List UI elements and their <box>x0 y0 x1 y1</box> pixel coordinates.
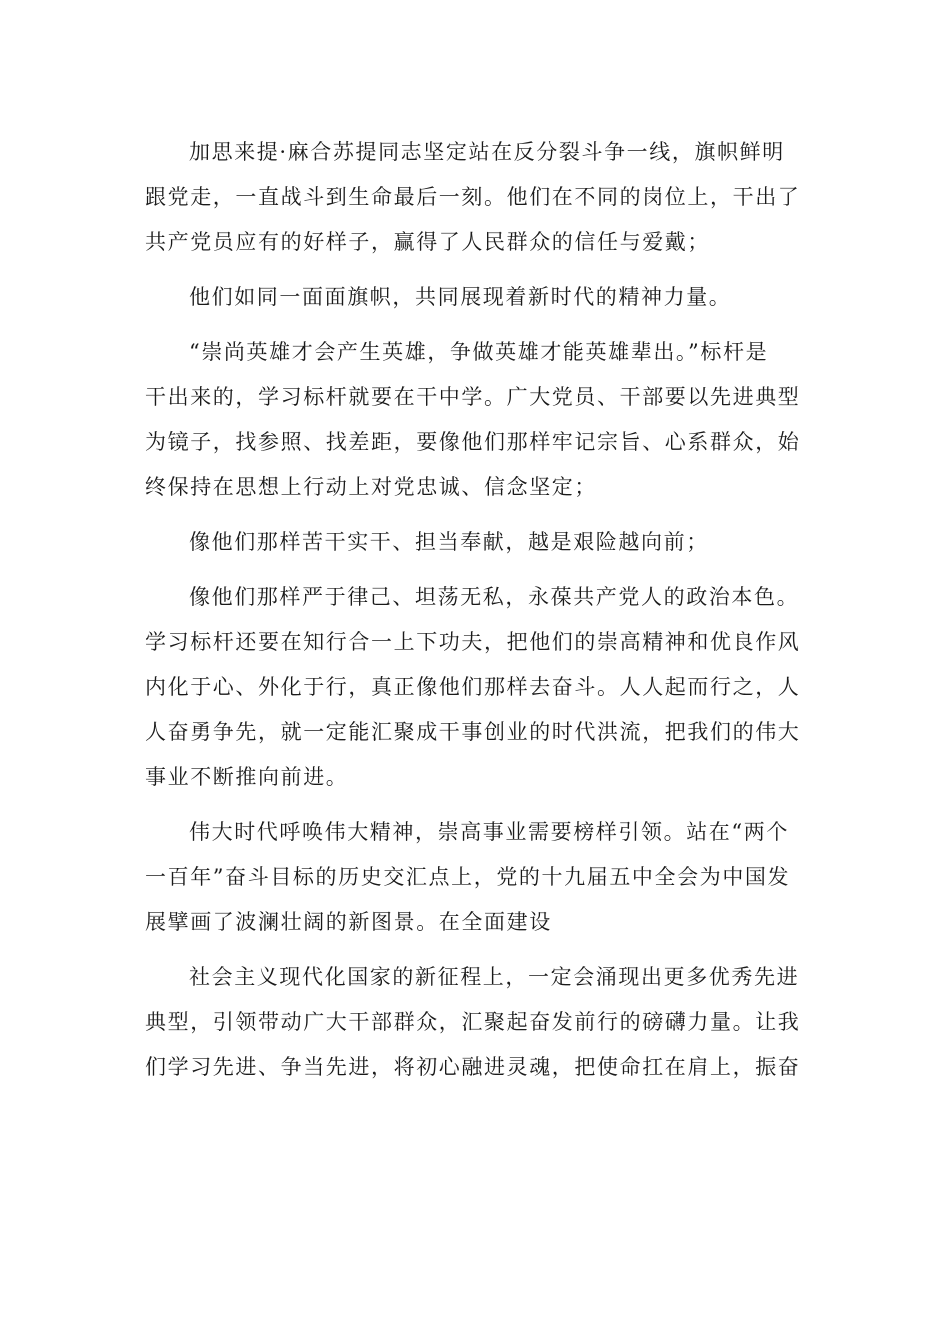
text-line: “崇尚英雄才会产生英雄，争做英雄才能英雄辈出。”标杆是 <box>189 340 769 364</box>
text-line: 内化于心、外化于行，真正像他们那样去奋斗。人人起而行之，人 <box>145 675 801 699</box>
text-line: 展擘画了波澜壮阔的新图景。在全面建设 <box>145 910 552 934</box>
paragraph <box>145 275 805 320</box>
paragraph <box>145 810 805 945</box>
paragraph <box>145 330 805 510</box>
text-line: 们学习先进、争当先进，将初心融进灵魂，把使命扛在肩上，振奋 <box>145 1055 801 1079</box>
text-line: 事业不断推向前进。 <box>145 765 349 789</box>
text-line: 学习标杆还要在知行合一上下功夫，把他们的崇高精神和优良作风 <box>145 630 801 654</box>
text-line: 人奋勇争先，就一定能汇聚成干事创业的时代洪流，把我们的伟大 <box>145 720 801 744</box>
paragraph <box>145 575 805 800</box>
text-line: 社会主义现代化国家的新征程上，一定会涌现出更多优秀先进 <box>189 965 800 989</box>
text-line: 干出来的，学习标杆就要在干中学。广大党员、干部要以先进典型 <box>145 385 801 409</box>
text-line: 他们如同一面面旗帜，共同展现着新时代的精神力量。 <box>189 285 732 309</box>
text-line: 像他们那样苦干实干、担当奉献，越是艰险越向前； <box>189 530 709 554</box>
text-line: 伟大时代呼唤伟大精神，崇高事业需要榜样引领。站在“两个 <box>189 820 789 844</box>
document-body <box>145 130 805 1100</box>
paragraph <box>145 955 805 1090</box>
text-line: 共产党员应有的好样子，赢得了人民群众的信任与爱戴； <box>145 230 710 254</box>
text-line: 一百年”奋斗目标的历史交汇点上，党的十九届五中全会为中国发 <box>145 865 791 889</box>
text-line: 加思来提·麻合苏提同志坚定站在反分裂斗争一线，旗帜鲜明 <box>189 140 785 164</box>
text-line: 跟党走，一直战斗到生命最后一刻。他们在不同的岗位上，干出了 <box>145 185 801 209</box>
paragraph <box>145 130 805 265</box>
text-line: 终保持在思想上行动上对党忠诚、信念坚定； <box>145 475 597 499</box>
text-line: 像他们那样严于律己、坦荡无私，永葆共产党人的政治本色。 <box>189 585 800 609</box>
text-line: 典型，引领带动广大干部群众，汇聚起奋发前行的磅礴力量。让我 <box>145 1010 801 1034</box>
paragraph <box>145 520 805 565</box>
text-line: 为镜子，找参照、找差距，要像他们那样牢记宗旨、心系群众，始 <box>145 430 801 454</box>
